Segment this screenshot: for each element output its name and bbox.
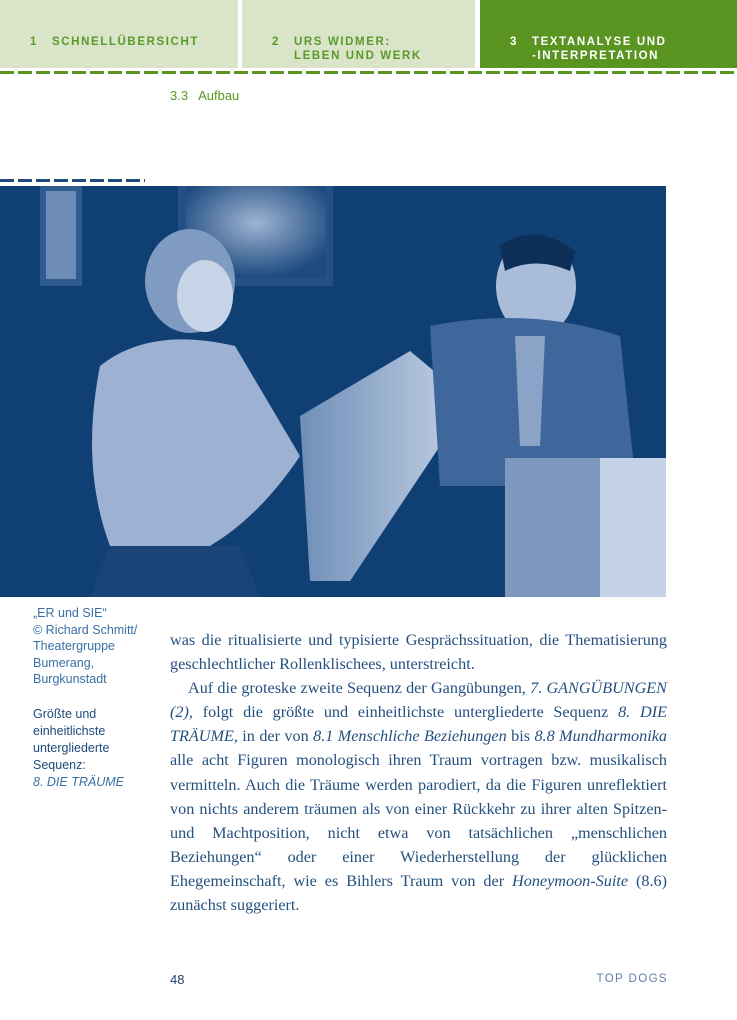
caption-title: „ER und SIE“ — [33, 606, 107, 620]
paragraph-2 — [170, 676, 667, 917]
tab-textanalyse[interactable] — [480, 0, 737, 68]
tab-label-line1: TEXTANALYSE UND — [532, 36, 667, 48]
caption-line: Theatergruppe — [33, 639, 116, 653]
body-text — [170, 628, 667, 917]
tab-number: 1 — [30, 36, 38, 48]
margin-note-line: einheitlichste — [33, 724, 106, 738]
tab-label — [532, 35, 667, 63]
tab-label — [294, 35, 422, 63]
italic-run: 8.1 Menschliche Beziehungen — [313, 727, 507, 746]
margin-note-line: untergliederte — [33, 741, 110, 755]
margin-note — [33, 706, 163, 791]
tab-label-line1: URS WIDMER: — [294, 36, 391, 48]
tab-label-line2: LEBEN UND WERK — [294, 50, 422, 62]
tab-label-line2: -INTERPRETATION — [532, 50, 660, 62]
section-heading — [170, 88, 239, 103]
section-number: 3.3 — [170, 88, 189, 103]
text-run: , in der von — [233, 727, 314, 746]
margin-note-italic: 8. DIE TRÄUME — [33, 775, 124, 789]
text-run: (8.6) zunächst suggeriert. — [170, 871, 667, 915]
caption-credit: © Richard Schmitt/ — [33, 622, 138, 637]
tab-number: 3 — [510, 36, 518, 48]
tab-schnelluebersicht[interactable] — [0, 0, 238, 68]
caption-line: Burgkunstadt — [33, 672, 107, 686]
photo-dashed-divider — [0, 179, 145, 182]
page-number: 48 — [170, 972, 185, 987]
text-run: Auf die groteske zweite Sequenz der Gangübungen, — [188, 679, 531, 698]
text-run: bis — [506, 727, 535, 746]
caption-line: Bumerang, — [33, 655, 95, 670]
section-title: Aufbau — [198, 88, 240, 103]
theater-photo — [0, 186, 666, 597]
margin-note-line: Sequenz: — [33, 758, 86, 772]
tab-urs-widmer[interactable] — [242, 0, 475, 68]
italic-run: 8.8 Mundharmonika — [534, 727, 667, 746]
running-title: TOP DOGS — [596, 973, 668, 985]
tab-number: 2 — [272, 36, 280, 48]
italic-run: Honeymoon-Suite — [512, 871, 629, 890]
margin-note-line: Größte und — [33, 707, 97, 721]
italic-run: 7. GANGÜBUNGEN (2) — [170, 679, 667, 722]
tab-label: SCHNELLÜBERSICHT — [52, 36, 199, 48]
photo-illustration — [0, 186, 666, 597]
paragraph-1: was die ritualisierte und typisierte Gesprächssituation, die Thematisierung geschlechtlicher Rollenklischees, unterstreicht. — [170, 631, 667, 674]
text-run: , folgt die größte und einheitlichste untergliederte Sequenz — [188, 703, 619, 722]
photo-caption — [33, 605, 163, 688]
italic-run: 8. DIE TRÄUME — [170, 703, 667, 746]
header-dashed-divider — [0, 71, 737, 74]
text-run: alle acht Figuren monologisch ihren Traum vortragen bzw. musikalisch vermitteln. Auch die Träume werden parodiert, da die Figuren unreflektiert von nichts anderem träumen als von einer Rückkehr zu ihrer alten Spitzen- und Machtposition, nicht etwa von tatsächlichen „menschlichen Beziehungen“ oder einer Wiederherstellung der glücklichen Ehegemeinschaft, wie es Bihlers Traum von der — [170, 751, 667, 890]
